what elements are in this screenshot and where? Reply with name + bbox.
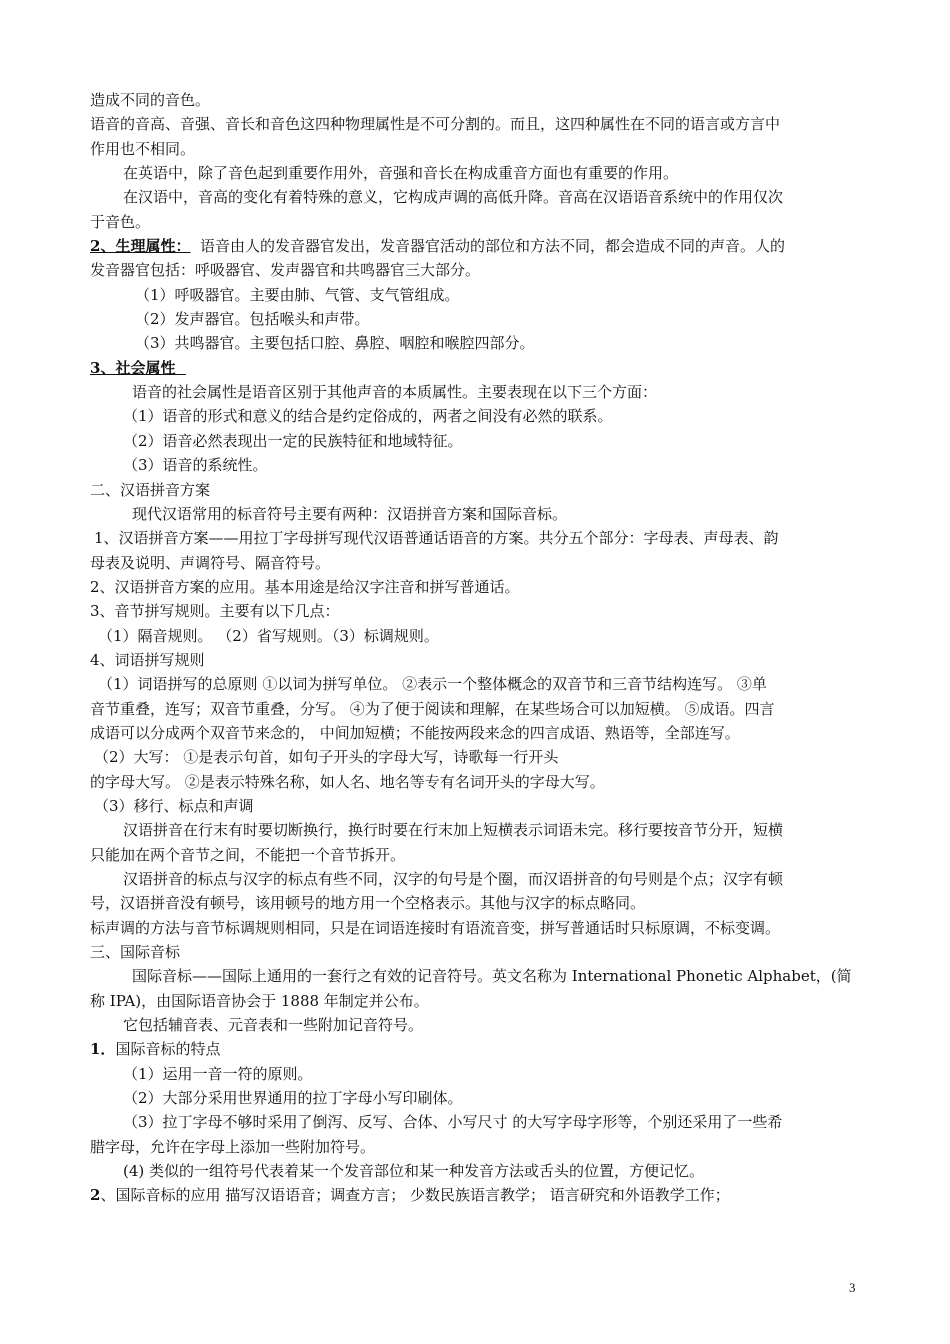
text-line: 标声调的方法与音节标调规则相同，只是在词语连接时有语流音变，拼写普通话时只标原调，不标变调。 — [90, 918, 781, 937]
text-line: （3）移行、标点和声调 — [94, 796, 254, 815]
text-line: 母表及说明、声调符号、隔音符号。 — [90, 553, 331, 572]
text-line — [90, 1037, 862, 1061]
text-line: （1）隔音规则。 （2）省写规则。（3）标调规则。 — [98, 626, 439, 645]
text-line: 造成不同的音色。 — [90, 91, 211, 109]
text-line: 4、词语拼写规则 — [90, 650, 205, 669]
text-line: 语音的社会属性是语音区别于其他声音的本质属性。主要表现在以下三个方面： — [132, 383, 658, 402]
text-line: 号，汉语拼音没有顿号，该用顿号的地方用一个空格表示。其他与汉字的标点略同。 — [90, 894, 646, 913]
subheading-ipa-features: 国际音标的特点 — [115, 1040, 221, 1059]
subheading-number: 1． — [90, 1040, 116, 1059]
subheading-number: 2 — [90, 1186, 101, 1205]
section-heading-ipa: 三、国际音标 — [90, 943, 181, 962]
text-line: 3、音节拼写规则。主要有以下几点： — [90, 602, 340, 621]
document-page — [90, 88, 862, 1208]
subheading-ipa-application: 、国际音标的应用 描写汉语语音；调查方言； 少数民族语言教学； 语言研究和外语教学工作； — [100, 1186, 730, 1205]
text-line: 在英语中，除了音色起到重要作用外，音强和音长在构成重音方面也有重要的作用。 — [123, 164, 679, 183]
text-line: （1）呼吸器官。主要由肺、气管、支气管组成。 — [135, 285, 460, 304]
section-heading-pinyin: 二、汉语拼音方案 — [90, 480, 211, 499]
text-line: （2）发声器官。包括喉头和声带。 — [135, 310, 370, 329]
text-line: （2）大写： ①是表示句首，如句子开头的字母大写，诗歌每一行开头 — [94, 748, 559, 767]
text-line: 于音色。 — [90, 212, 151, 231]
text-line: 只能加在两个音节之间，不能把一个音节拆开。 — [90, 845, 406, 864]
text-line: （1）词语拼写的总原则 ①以词为拼写单位。 ②表示一个整体概念的双音节和三音节结构连写。 ③单 — [98, 675, 767, 694]
text-line-content: 语音由人的发音器官发出，发音器官活动的部位和方法不同，都会造成不同的声音。人的 — [200, 237, 786, 256]
text-line: 语音的音高、音强、音长和音色这四种物理属性是不可分割的。而且，这四种属性在不同的语言或方言中 — [90, 115, 781, 134]
text-line: (4) 类似的一组符号代表着某一个发音部位和某一种发音方法或舌头的位置，方便记忆。 — [123, 1162, 705, 1181]
text-line: 汉语拼音的标点与汉字的标点有些不同，汉字的句号是个圈，而汉语拼音的句号则是个点；汉字有顿 — [123, 870, 784, 888]
text-line: （2）语音必然表现出一定的民族特征和地域特征。 — [123, 431, 463, 450]
text-line: 称 IPA)，由国际语音协会于 1888 年制定并公布。 — [90, 991, 429, 1010]
text-line — [90, 234, 862, 258]
text-line: 的字母大写。 ②是表示特殊名称，如人名、地名等专有名词开头的字母大写。 — [90, 772, 605, 791]
text-line: 它包括辅音表、元音表和一些附加记音符号。 — [123, 1016, 424, 1035]
text-line: 成语可以分成两个双音节来念的， 中间加短横；不能按两段来念的四言成语、熟语等，全部连写。 — [90, 723, 740, 742]
text-line: （3）语音的系统性。 — [123, 456, 268, 475]
page-number: 3 — [849, 1280, 856, 1295]
text-line: 腊字母，允许在字母上添加一些附加符号。 — [90, 1137, 376, 1156]
text-line: 在汉语中，音高的变化有着特殊的意义，它构成声调的高低升降。音高在汉语语音系统中的作用仅次 — [123, 188, 784, 207]
text-line: 国际音标——国际上通用的一套行之有效的记音符号。英文名称为 International Phonetic Alphabet，(简 — [132, 967, 852, 986]
text-line: （3）共鸣器官。主要包括口腔、鼻腔、咽腔和喉腔四部分。 — [135, 334, 535, 353]
text-line — [90, 356, 862, 380]
text-line: 2、汉语拼音方案的应用。基本用途是给汉字注音和拼写普通话。 — [90, 577, 520, 596]
section-heading-physiology: 2、生理属性： — [90, 237, 191, 256]
text-line: 汉语拼音在行末有时要切断换行，换行时要在行末加上短横表示词语未完。移行要按音节分开，短横 — [123, 821, 784, 840]
text-line: （3）拉丁字母不够时采用了倒泻、反写、合体、小写尺寸 的大写字母字形等，个别还采用了一些希 — [123, 1113, 783, 1132]
text-line: 发音器官包括：呼吸器官、发声器官和共鸣器官三大部分。 — [90, 261, 481, 280]
text-line: 音节重叠，连写；双音节重叠，分写。 ④为了便于阅读和理解，在某些场合可以加短横。 ⑤成语。四言 — [90, 699, 775, 718]
text-line: （2）大部分采用世界通用的拉丁字母小写印刷体。 — [123, 1089, 463, 1108]
text-line: 1、汉语拼音方案——用拉丁字母拼写现代汉语普通话语音的方案。共分五个部分：字母表、声母表、韵 — [94, 529, 779, 548]
text-line — [90, 1183, 862, 1207]
text-line: （1）语音的形式和意义的结合是约定俗成的，两者之间没有必然的联系。 — [123, 407, 613, 426]
section-heading-social: 3、社会属性 — [90, 358, 176, 377]
text-line: （1）运用一音一符的原则。 — [123, 1064, 313, 1083]
text-line: 作用也不相同。 — [90, 139, 196, 158]
text-line: 现代汉语常用的标音符号主要有两种：汉语拼音方案和国际音标。 — [132, 504, 568, 523]
